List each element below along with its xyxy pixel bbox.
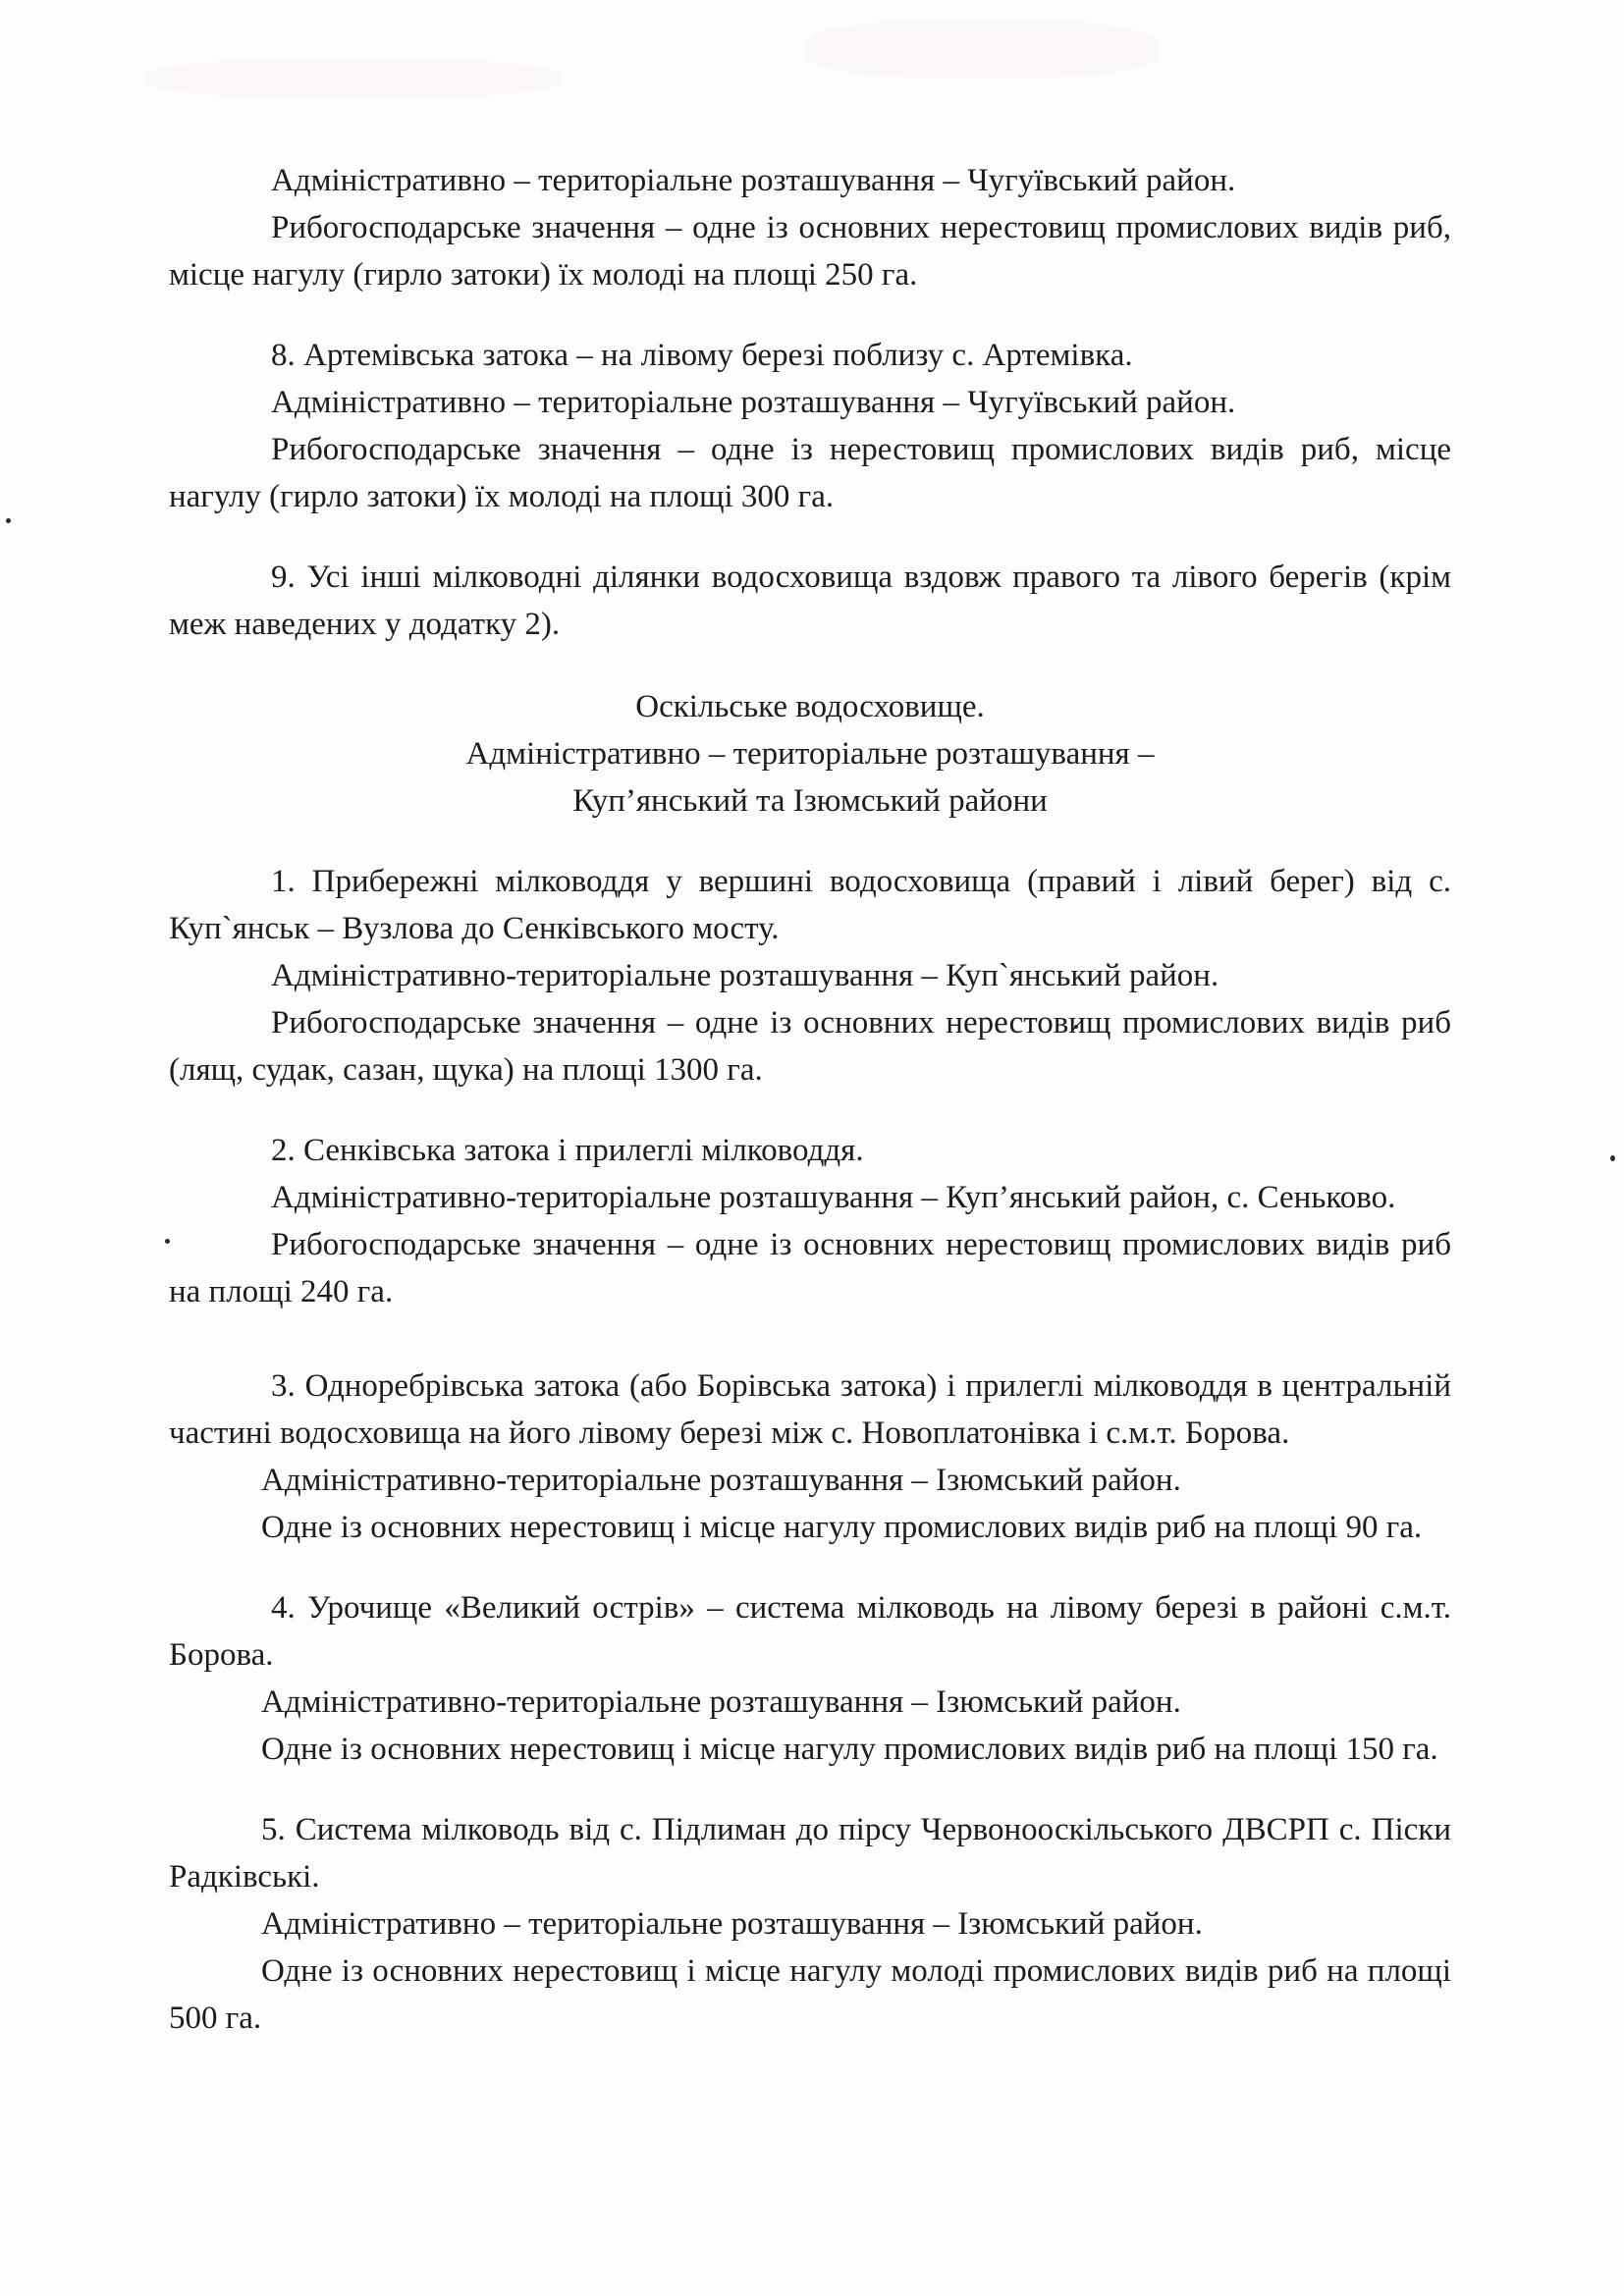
paragraph: 4. Урочище «Великий острів» – система мілководь на лівому березі в районі с.м.т. Борова. [169,1590,1451,1673]
scan-bleed [805,20,1159,79]
paragraph: 8. Артемівська затока – на лівому березі поблизу с. Артемівка. [271,338,1133,373]
paragraph: Адміністративно – територіальне розташування – Чугуївський район. [271,163,1236,198]
paragraph: Адміністративно-територіальне розташування – Куп`янський район. [271,958,1219,993]
paragraph: Рибогосподарське значення – одне із нерестовищ промислових видів риб, місце нагулу (гирло затоки) їх молоді на площі 300 га. [169,432,1451,514]
paragraph: Одне із основних нерестовищ і місце нагулу промислових видів риб на площі 90 га. [261,1510,1423,1545]
paragraph: 2. Сенківська затока і прилеглі мілководдя. [271,1133,864,1168]
paragraph: 9. Усі інші мілководні ділянки водосховища вздовж правого та лівого берегів (крім меж наведених у додатку 2). [169,560,1451,642]
paragraph: Рибогосподарське значення – одне із основних нерестовищ промислових видів риб на площі 240 га. [169,1227,1451,1309]
paragraph: 1. Прибережні мілководдя у вершині водосховища (правий і лівий берег) від с. Куп`янськ – Вузлова до Сенківського мосту. [169,864,1451,946]
paragraph: Адміністративно-територіальне розташування – Ізюмський район. [261,1684,1181,1720]
paragraph: Оскільське водосховище. [635,689,985,724]
document-body [169,157,1451,2042]
paragraph: Куп’янський та Ізюмський райони [572,783,1048,819]
paragraph: Адміністративно-територіальне розташування – Куп’янський район, с. Сеньково. [271,1180,1396,1215]
scan-speck [6,518,11,523]
paragraph: Адміністративно – територіальне розташування – Чугуївський район. [271,385,1236,420]
scan-bleed [147,59,560,98]
scan-speck [1610,1155,1615,1161]
paragraph: Одне із основних нерестовищ і місце нагулу молоді промислових видів риб на площі 500 га. [169,1953,1451,2036]
paragraph: Адміністративно – територіальне розташування – Ізюмський район. [261,1906,1203,1942]
paragraph: Адміністративно-територіальне розташування – Ізюмський район. [261,1463,1181,1498]
paragraph: Рибогосподарське значення – одне із основних нерестовищ промислових видів риб, місце нагулу (гирло затоки) їх молоді на площі 250 га. [169,210,1451,293]
paragraph: 5. Система мілководь від с. Підлиман до пірсу Червонооскільського ДВСРП с. Піски Радківські. [169,1812,1451,1895]
paragraph: Рибогосподарське значення – одне із основних нерестовищ промислових видів риб (лящ, судак, сазан, щука) на площі 1300 га. [169,1005,1451,1088]
paragraph: Адміністративно – територіальне розташування – [465,736,1155,772]
paragraph: Одне із основних нерестовищ і місце нагулу промислових видів риб на площі 150 га. [261,1732,1438,1767]
paragraph: 3. Одноребрівська затока (або Борівська затока) і прилеглі мілководдя в центральній частині водосховища на його лівому березі між с. Новоплатонівка і с.м.т. Борова. [169,1368,1451,1451]
